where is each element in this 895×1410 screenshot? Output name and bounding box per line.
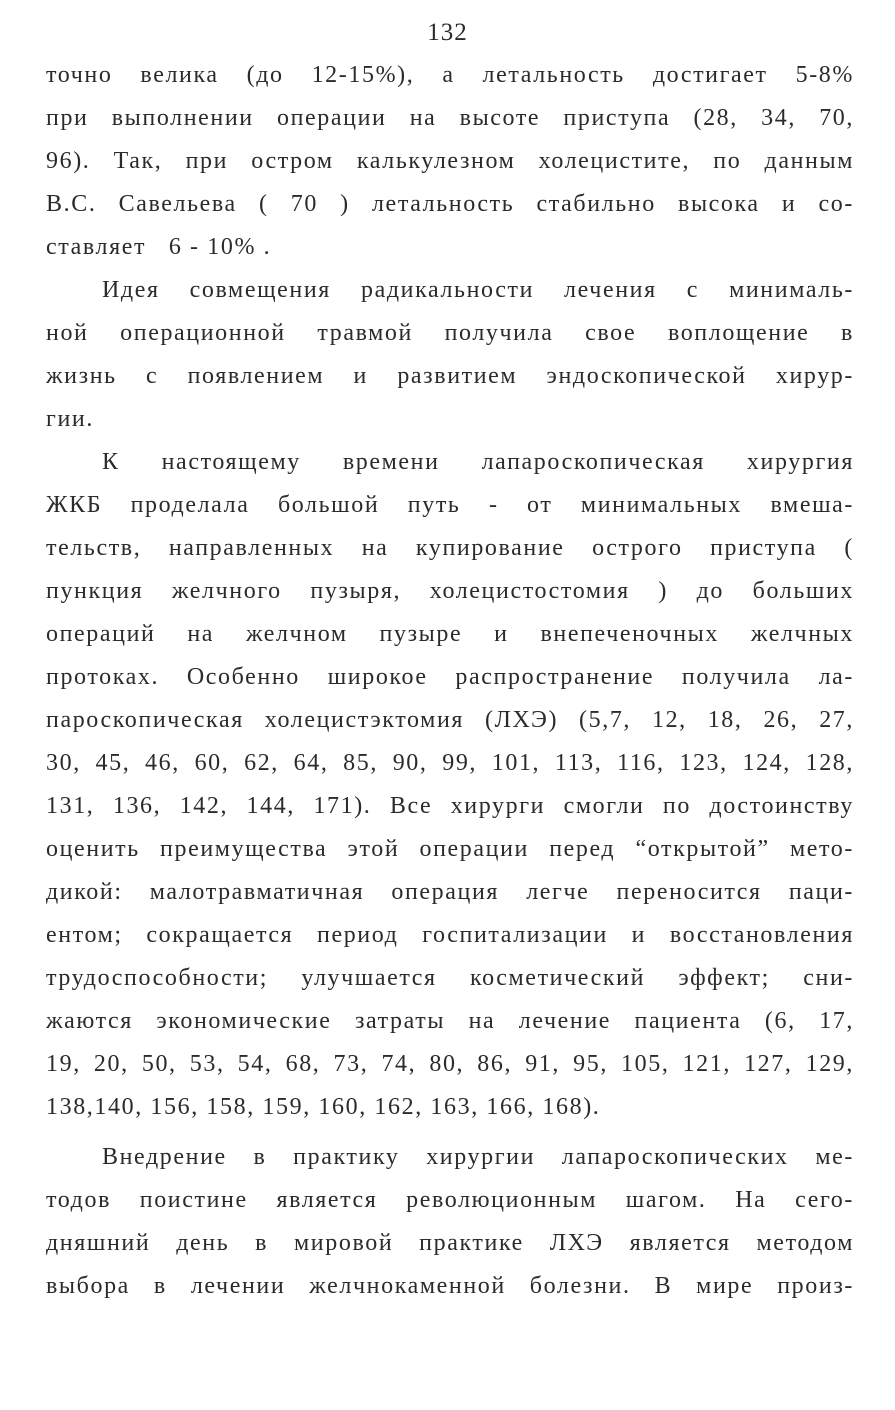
text-line: ставляет 6 - 10% . [46, 234, 272, 260]
text-line: 19, 20, 50, 53, 54, 68, 73, 74, 80, 86, 91, 95, 105, 121, 127, 129, [46, 1051, 854, 1077]
text-line: В.С. Савельева ( 70 ) летальность стабильно высока и со- [46, 191, 854, 217]
text-line: операций на желчном пузыре и внепеченочных желчных [46, 621, 854, 647]
text-line: жизнь с появлением и развитием эндоскопической хирур- [46, 363, 854, 389]
text-line: дняшний день в мировой практике ЛХЭ является методом [46, 1230, 854, 1256]
text-line: пароскопическая холецистэктомия (ЛХЭ) (5,7, 12, 18, 26, 27, [46, 707, 854, 733]
text-line: пункция желчного пузыря, холецистостомия ) до больших [46, 578, 854, 604]
text-line: Идея совмещения радикальности лечения с минималь- [102, 277, 854, 303]
text-line: ентом; сокращается период госпитализации и восстановления [46, 922, 854, 948]
text-line: выбора в лечении желчнокаменной болезни. В мире произ- [46, 1273, 854, 1299]
text-line: гии. [46, 406, 94, 432]
text-line: протоках. Особенно широкое распространение получила ла- [46, 664, 854, 690]
text-line: трудоспособности; улучшается косметический эффект; сни- [46, 965, 854, 991]
text-line: тодов поистине является революционным шагом. На сего- [46, 1187, 854, 1213]
text-line: 96). Так, при остром калькулезном холецистите, по данным [46, 148, 854, 174]
text-line: точно велика (до 12-15%), а летальность достигает 5-8% [46, 62, 854, 88]
text-line: ЖКБ проделала большой путь - от минимальных вмеша- [46, 492, 854, 518]
text-line: жаются экономические затраты на лечение пациента (6, 17, [46, 1008, 854, 1034]
text-line: 131, 136, 142, 144, 171). Все хирурги смогли по достоинству [46, 793, 854, 819]
text-line: дикой: малотравматичная операция легче переносится паци- [46, 879, 854, 905]
text-line: ной операционной травмой получила свое воплощение в [46, 320, 854, 346]
text-line: при выполнении операции на высоте приступа (28, 34, 70, [46, 105, 854, 131]
text-line: К настоящему времени лапароскопическая хирургия [102, 449, 854, 475]
page-number: 132 [427, 19, 468, 46]
text-line: оценить преимущества этой операции перед “открытой” мето- [46, 836, 854, 862]
text-line: тельств, направленных на купирование острого приступа ( [46, 535, 854, 561]
text-line: Внедрение в практику хирургии лапароскопических ме- [102, 1144, 854, 1170]
text-line: 138,140, 156, 158, 159, 160, 162, 163, 166, 168). [46, 1094, 601, 1120]
text-line: 30, 45, 46, 60, 62, 64, 85, 90, 99, 101, 113, 116, 123, 124, 128, [46, 750, 854, 776]
